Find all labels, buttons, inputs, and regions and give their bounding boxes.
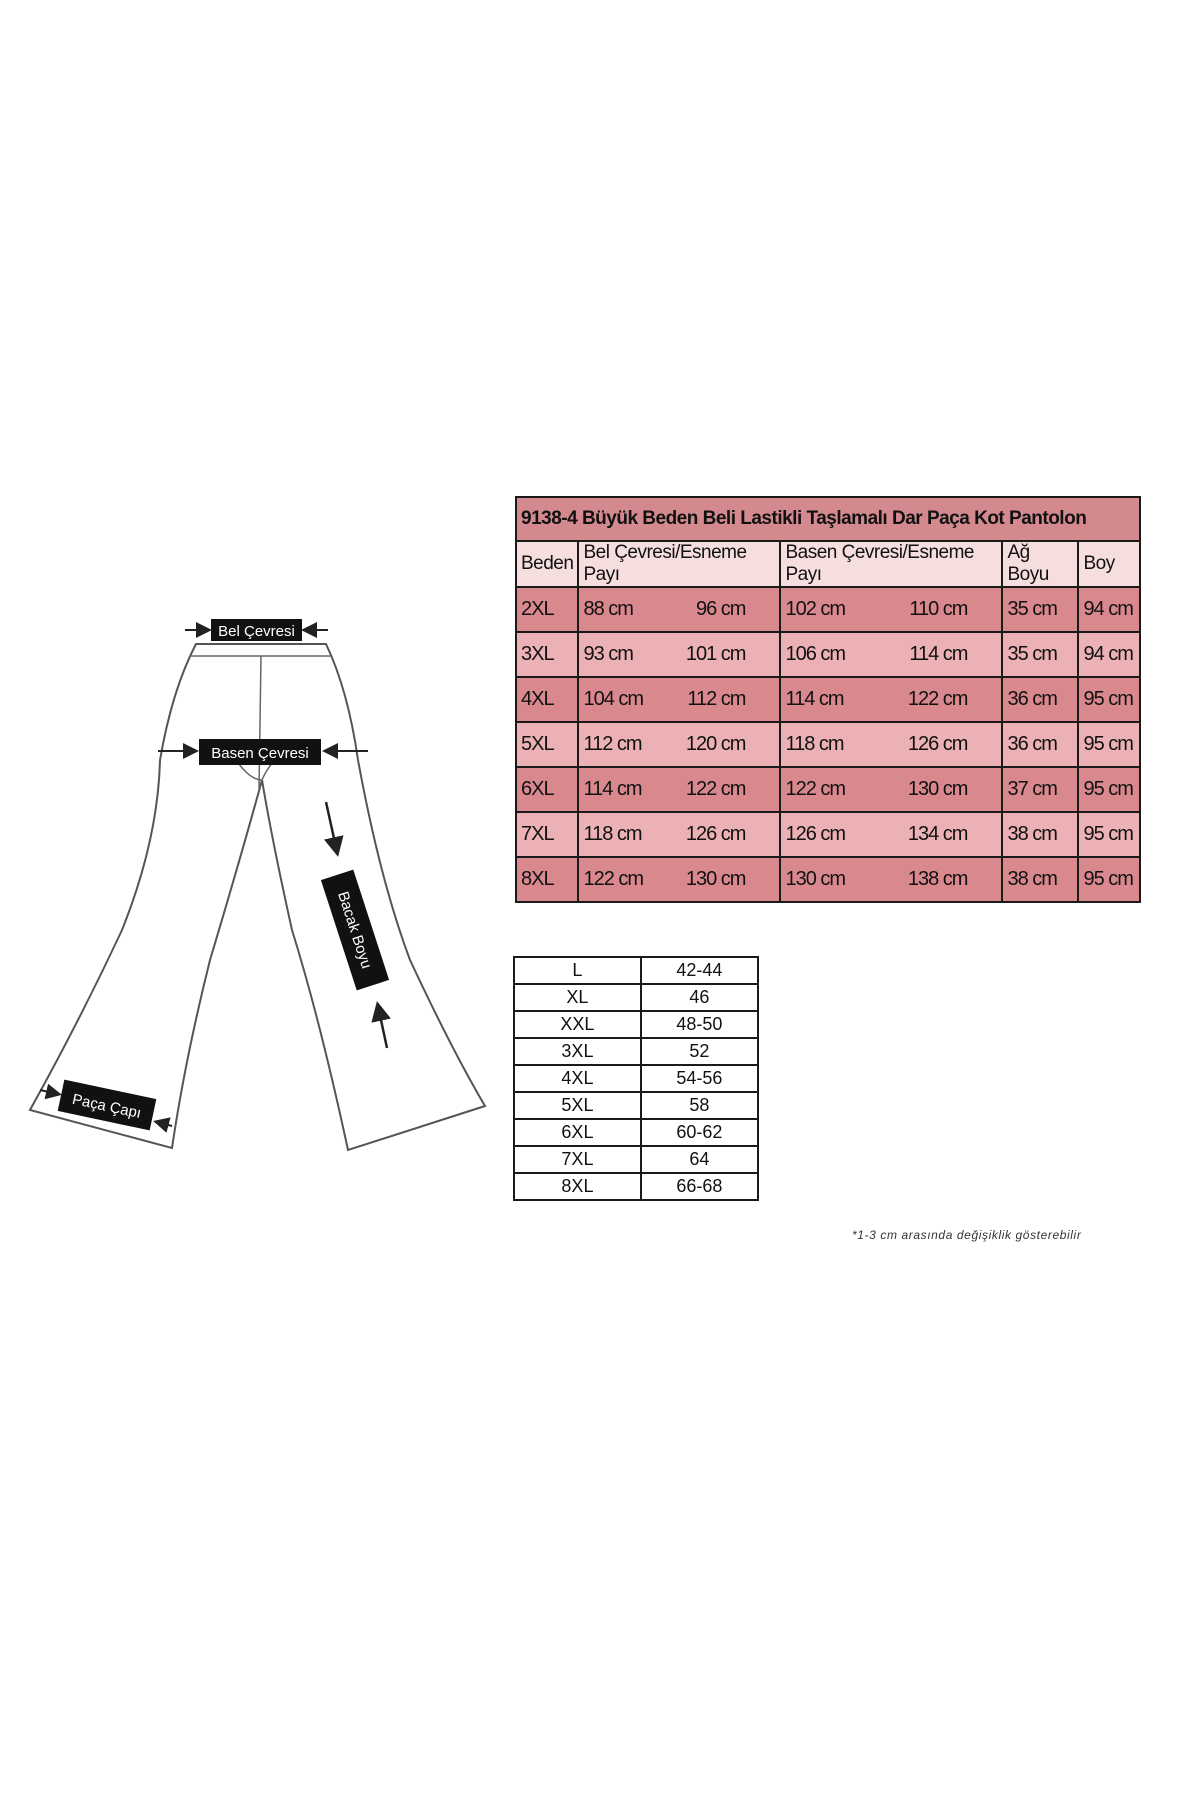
bel-value: 93 cm xyxy=(583,643,633,665)
cell-basen xyxy=(780,722,1002,767)
basen-value: 118 cm xyxy=(785,733,844,755)
basen-esneme-value: 126 cm xyxy=(907,733,968,755)
cell-ag-boyu: 38 cm xyxy=(1002,857,1078,902)
cell-basen xyxy=(780,767,1002,812)
cell-basen xyxy=(780,677,1002,722)
conversion-row xyxy=(514,1119,758,1146)
cell-beden: 3XL xyxy=(516,632,578,677)
table-header-row xyxy=(516,541,1140,587)
conversion-value: 48-50 xyxy=(641,1011,758,1038)
cell-beden: 6XL xyxy=(516,767,578,812)
basen-esneme-value: 138 cm xyxy=(907,868,968,890)
basen-esneme-value: 122 cm xyxy=(907,688,968,710)
conversion-row xyxy=(514,1173,758,1200)
conversion-row xyxy=(514,1011,758,1038)
pants-outline xyxy=(30,644,485,1150)
cell-boy: 95 cm xyxy=(1078,857,1140,902)
conversion-size: 4XL xyxy=(514,1065,641,1092)
cell-bel xyxy=(578,587,780,632)
basen-value: 122 cm xyxy=(785,778,846,800)
bel-value: 114 cm xyxy=(583,778,642,800)
cell-bel xyxy=(578,767,780,812)
cell-ag-boyu: 37 cm xyxy=(1002,767,1078,812)
cell-beden: 5XL xyxy=(516,722,578,767)
conversion-size: 7XL xyxy=(514,1146,641,1173)
bel-esneme-value: 101 cm xyxy=(685,643,746,665)
cell-boy: 95 cm xyxy=(1078,722,1140,767)
basen-value: 106 cm xyxy=(785,643,846,665)
cell-bel xyxy=(578,632,780,677)
cell-beden: 4XL xyxy=(516,677,578,722)
table-row xyxy=(516,677,1140,722)
conversion-size: 5XL xyxy=(514,1092,641,1119)
basen-cevresi-label xyxy=(199,739,321,765)
basen-esneme-value: 134 cm xyxy=(907,823,968,845)
conversion-table-body xyxy=(514,957,758,1200)
bel-esneme-value: 126 cm xyxy=(685,823,746,845)
cell-boy: 95 cm xyxy=(1078,767,1140,812)
basen-esneme-value: 114 cm xyxy=(909,643,968,665)
svg-text:Bel Çevresi: Bel Çevresi xyxy=(218,623,295,640)
cell-ag-boyu: 38 cm xyxy=(1002,812,1078,857)
bel-value: 112 cm xyxy=(583,733,642,755)
cell-basen xyxy=(780,857,1002,902)
conversion-value: 60-62 xyxy=(641,1119,758,1146)
conversion-size: L xyxy=(514,957,641,984)
conversion-size: XL xyxy=(514,984,641,1011)
conversion-value: 52 xyxy=(641,1038,758,1065)
cell-boy: 95 cm xyxy=(1078,812,1140,857)
cell-ag-boyu: 35 cm xyxy=(1002,632,1078,677)
table-row xyxy=(516,767,1140,812)
table-row xyxy=(516,722,1140,767)
svg-text:Bacak Boyu: Bacak Boyu xyxy=(334,889,375,971)
cell-ag-boyu: 36 cm xyxy=(1002,677,1078,722)
bel-value: 118 cm xyxy=(583,823,642,845)
conversion-value: 42-44 xyxy=(641,957,758,984)
header-ag-boyu: Ağ Boyu xyxy=(1002,541,1078,587)
svg-text:Basen Çevresi: Basen Çevresi xyxy=(211,745,309,762)
conversion-row xyxy=(514,984,758,1011)
cell-ag-boyu: 35 cm xyxy=(1002,587,1078,632)
bel-esneme-value: 112 cm xyxy=(687,688,746,710)
basen-value: 114 cm xyxy=(785,688,844,710)
table-row xyxy=(516,857,1140,902)
conversion-row xyxy=(514,1146,758,1173)
cell-beden: 2XL xyxy=(516,587,578,632)
conversion-value: 58 xyxy=(641,1092,758,1119)
cell-beden: 7XL xyxy=(516,812,578,857)
conversion-row xyxy=(514,1092,758,1119)
bel-esneme-value: 120 cm xyxy=(685,733,746,755)
cell-boy: 94 cm xyxy=(1078,587,1140,632)
cell-basen xyxy=(780,587,1002,632)
bel-esneme-value: 122 cm xyxy=(685,778,746,800)
basen-esneme-value: 110 cm xyxy=(909,598,968,620)
cell-bel xyxy=(578,812,780,857)
table-row xyxy=(516,812,1140,857)
table-row xyxy=(516,587,1140,632)
conversion-row xyxy=(514,1065,758,1092)
bel-esneme-value: 130 cm xyxy=(685,868,746,890)
cell-beden: 8XL xyxy=(516,857,578,902)
cell-bel xyxy=(578,857,780,902)
bel-esneme-value: 96 cm xyxy=(695,598,746,620)
size-conversion-table xyxy=(513,956,759,1201)
header-basen-cevresi: Basen Çevresi/Esneme Payı xyxy=(780,541,1002,587)
cell-bel xyxy=(578,722,780,767)
bel-value: 104 cm xyxy=(583,688,644,710)
conversion-size: 3XL xyxy=(514,1038,641,1065)
conversion-value: 66-68 xyxy=(641,1173,758,1200)
conversion-value: 64 xyxy=(641,1146,758,1173)
cell-bel xyxy=(578,677,780,722)
size-chart-table xyxy=(515,496,1141,903)
conversion-row xyxy=(514,1038,758,1065)
bel-value: 88 cm xyxy=(583,598,633,620)
conversion-size: XXL xyxy=(514,1011,641,1038)
basen-value: 102 cm xyxy=(785,598,846,620)
tolerance-note: *1-3 cm arasında değişiklik gösterebilir xyxy=(852,1228,1082,1242)
basen-value: 126 cm xyxy=(785,823,846,845)
header-bel-cevresi: Bel Çevresi/Esneme Payı xyxy=(578,541,780,587)
conversion-size: 8XL xyxy=(514,1173,641,1200)
cell-basen xyxy=(780,632,1002,677)
cell-ag-boyu: 36 cm xyxy=(1002,722,1078,767)
bel-cevresi-label xyxy=(211,619,302,641)
bel-value: 122 cm xyxy=(583,868,644,890)
cell-boy: 94 cm xyxy=(1078,632,1140,677)
basen-value: 130 cm xyxy=(785,868,846,890)
conversion-row xyxy=(514,957,758,984)
cell-basen xyxy=(780,812,1002,857)
size-table-body xyxy=(516,587,1140,902)
header-boy: Boy xyxy=(1078,541,1140,587)
conversion-size: 6XL xyxy=(514,1119,641,1146)
cell-boy: 95 cm xyxy=(1078,677,1140,722)
pants-measurement-diagram xyxy=(0,0,500,1200)
header-beden: Beden xyxy=(516,541,578,587)
svg-text:Paça Çapı: Paça Çapı xyxy=(70,1090,143,1123)
conversion-value: 46 xyxy=(641,984,758,1011)
basen-esneme-value: 130 cm xyxy=(907,778,968,800)
table-title: 9138-4 Büyük Beden Beli Lastikli Taşlamalı Dar Paça Kot Pantolon xyxy=(516,497,1140,541)
table-title-row xyxy=(516,497,1140,541)
table-row xyxy=(516,632,1140,677)
conversion-value: 54-56 xyxy=(641,1065,758,1092)
